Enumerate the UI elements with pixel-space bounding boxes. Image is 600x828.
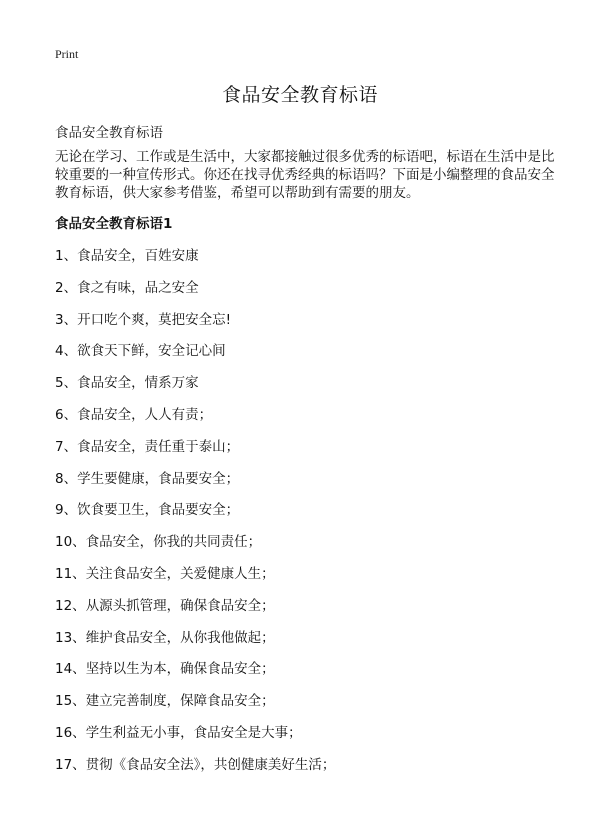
list-item — [55, 247, 335, 279]
print-link[interactable]: Print — [55, 47, 79, 61]
list-item — [55, 279, 335, 311]
slogan-text: 食品安全，人人有责； — [77, 406, 213, 423]
slogan-number: 1、 — [55, 248, 78, 264]
list-item — [55, 533, 335, 565]
list-item — [55, 470, 335, 502]
list-item — [55, 501, 335, 533]
slogan-number: 10、 — [55, 534, 86, 551]
slogan-text: 学生要健康，食品要安全； — [77, 470, 240, 487]
slogan-text: 食品安全，百姓安康 — [77, 248, 199, 264]
slogan-number: 16、 — [55, 724, 86, 741]
list-item — [55, 692, 335, 724]
page-title: 食品安全教育标语 — [221, 84, 378, 106]
list-item — [55, 342, 335, 374]
list-item — [55, 565, 335, 597]
slogan-number: 9、 — [55, 502, 78, 519]
list-item — [55, 724, 335, 756]
slogan-number: 15、 — [55, 693, 86, 710]
slogan-number: 11、 — [55, 565, 86, 582]
slogan-text: 建立完善制度，保障食品安全； — [85, 693, 275, 710]
slogan-number: 7、 — [55, 438, 78, 455]
slogan-number: 14、 — [55, 661, 86, 678]
slogan-text: 饮食要卫生，食品要安全； — [77, 502, 240, 519]
slogan-text: 从源头抓管理，确保食品安全； — [85, 597, 275, 614]
list-item — [55, 660, 335, 692]
slogan-text: 食之有味，品之安全 — [77, 279, 199, 296]
slogan-number: 12、 — [55, 597, 86, 614]
slogan-list — [55, 247, 335, 788]
slogan-text: 开口吃个爽，莫把安全忘! — [77, 311, 232, 328]
slogan-text: 维护食品安全，从你我他做起； — [85, 629, 275, 646]
section-heading: 食品安全教育标语1 — [55, 216, 173, 232]
slogan-number: 5、 — [55, 375, 78, 392]
slogan-number: 3、 — [55, 311, 78, 328]
slogan-number: 4、 — [55, 343, 78, 360]
slogan-number: 6、 — [55, 406, 78, 423]
slogan-text: 贯彻《食品安全法》，共创健康美好生活； — [85, 756, 336, 773]
slogan-text: 食品安全，你我的共同责任； — [85, 534, 262, 551]
slogan-text: 坚持以生为本，确保食品安全； — [85, 661, 275, 678]
slogan-text: 关注食品安全，关爱健康人生； — [85, 565, 275, 582]
slogan-number: 2、 — [55, 279, 78, 296]
slogan-text: 欲食天下鲜，安全记心间 — [77, 343, 226, 360]
slogan-text: 学生利益无小事，食品安全是大事； — [85, 724, 302, 741]
list-item — [55, 597, 335, 629]
document-subtitle: 食品安全教育标语 — [55, 125, 163, 141]
list-item — [55, 406, 335, 438]
slogan-number: 17、 — [55, 756, 86, 773]
slogan-text: 食品安全，情系万家 — [77, 375, 199, 392]
list-item — [55, 311, 335, 343]
list-item — [55, 629, 335, 661]
intro-paragraph: 无论在学习、工作或是生活中，大家都接触过很多优秀的标语吧，标语在生活中是比较重要的一种宣传形式。你还在找寻优秀经典的标语吗？下面是小编整理的食品安全教育标语，供大家参考借鉴，希望可以帮助到有需要的朋友。 — [55, 149, 555, 201]
slogan-number: 8、 — [55, 470, 78, 487]
slogan-text: 食品安全，责任重于泰山； — [77, 438, 240, 455]
list-item — [55, 374, 335, 406]
slogan-number: 13、 — [55, 629, 86, 646]
list-item — [55, 756, 335, 788]
list-item — [55, 438, 335, 470]
